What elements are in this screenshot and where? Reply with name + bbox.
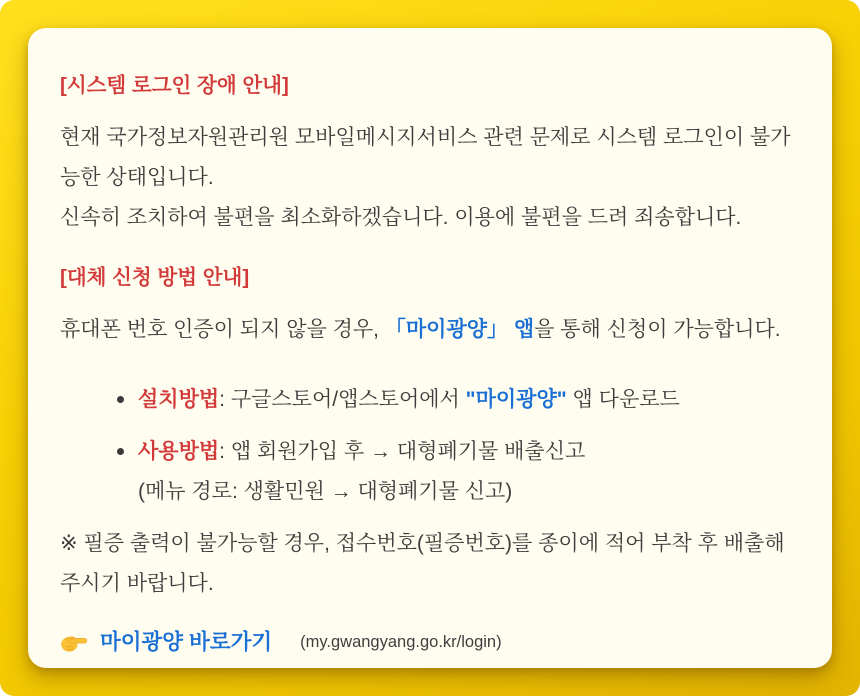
notice-card (28, 28, 832, 668)
my-gwangyang-link[interactable]: 마이광양 바로가기 (100, 630, 273, 654)
section1-paragraph-2: 신속히 조치하여 불편을 최소화하겠습니다. 이용에 불편을 드려 죄송합니다. (60, 206, 742, 229)
attachment-note: ※ 필증 출력이 불가능할 경우, 접수번호(필증번호)를 종이에 적어 부착 후 배출해 주시기 바랍니다. (60, 532, 785, 595)
section1-paragraph-1: 현재 국가정보자원관리원 모바일메시지서비스 관련 문제로 시스템 로그인이 불가능한 상태입니다. (60, 126, 791, 189)
list-item-text: 설치방법: 구글스토어/앱스토어에서 "마이광양" 앱 다운로드 (138, 388, 680, 411)
bullet-dot (117, 396, 124, 403)
method-list (60, 380, 798, 512)
bullet-dot (117, 448, 124, 455)
section2-heading: [대체 신청 방법 안내] (60, 266, 250, 289)
section1-heading: [시스템 로그인 장애 안내] (60, 74, 289, 97)
list-item-text: 사용방법: 앱 회원가입 후 → 대형폐기물 배출신고 (138, 440, 586, 463)
app-link-row (60, 622, 798, 662)
section2-intro: 휴대폰 번호 인증이 되지 않을 경우, 「마이광양」 앱을 통해 신청이 가능합니다. (60, 318, 781, 341)
menu-path-subline: (메뉴 경로: 생활민원 → 대형폐기물 신고) (138, 480, 513, 503)
list-item-install (138, 380, 798, 420)
link-url-text: (my.gwangyang.go.kr/login) (300, 633, 502, 651)
list-item-usage (138, 432, 798, 512)
pointing-right-hand-icon (60, 628, 88, 656)
